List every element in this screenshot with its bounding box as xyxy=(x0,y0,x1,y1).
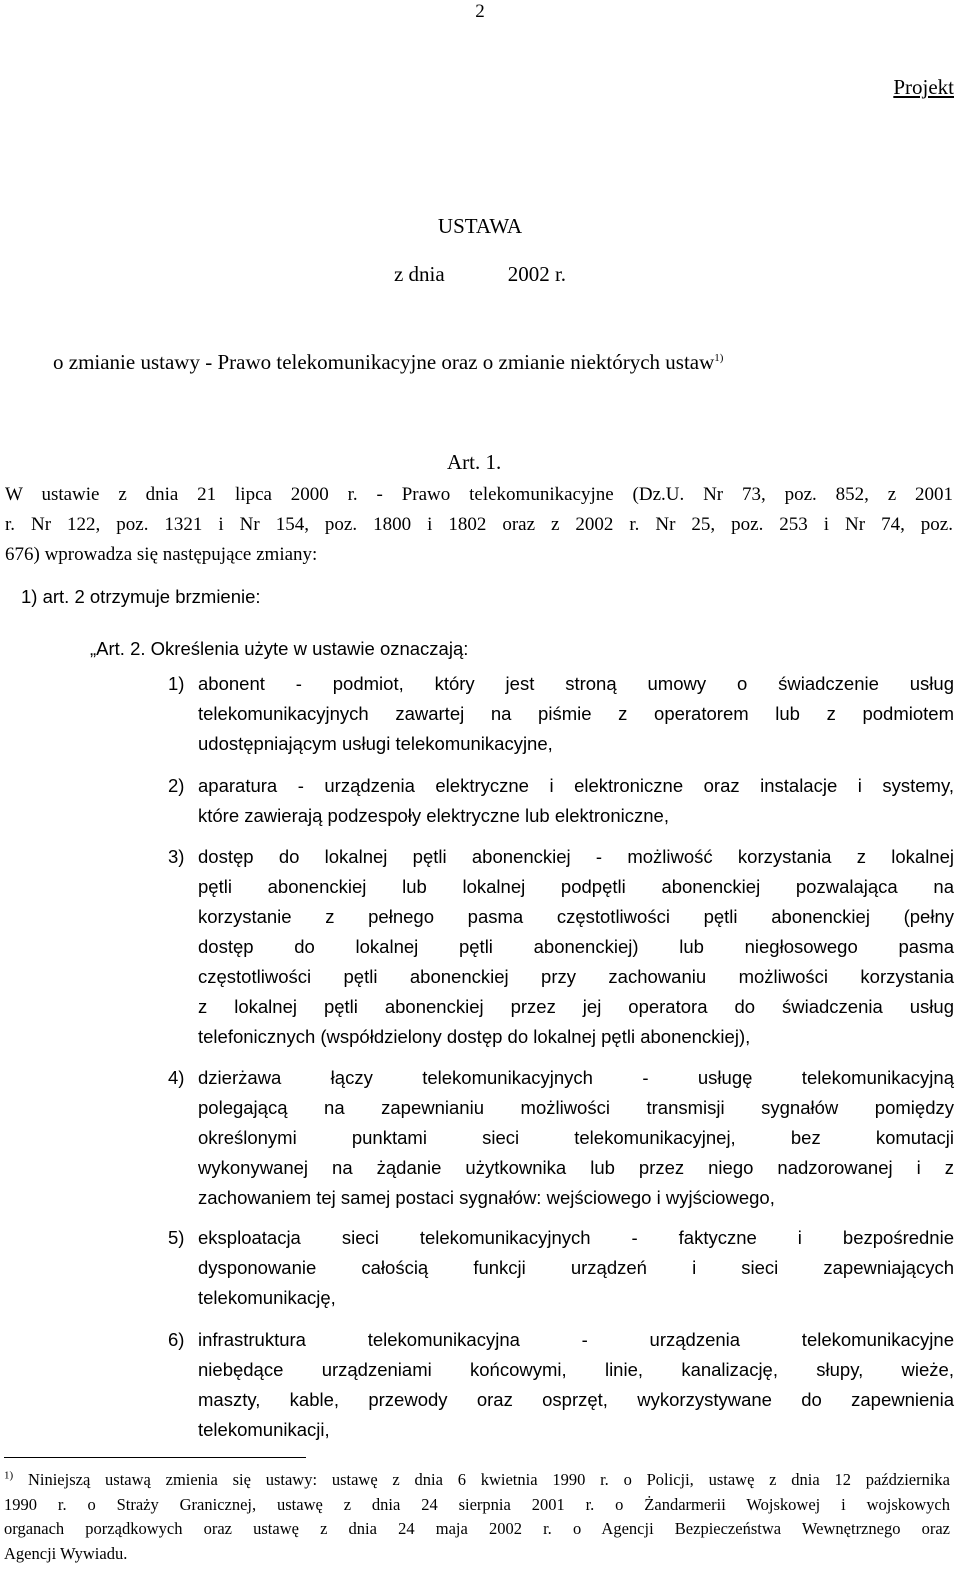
definition-line: maszty, kable, przewody oraz osprzęt, wykorzystywane do zapewnienia xyxy=(198,1389,954,1410)
definition-line: z lokalnej pętli abonenckiej przez jej operatora do świadczenia usług xyxy=(198,996,954,1017)
definition-number: 5) xyxy=(168,1227,185,1248)
definition-line: infrastruktura telekomunikacyjna - urządzenia telekomunikacyjne xyxy=(198,1329,954,1350)
definition-line: dostęp do lokalnej pętli abonenckiej) lub niegłosowego pasma xyxy=(198,936,954,957)
definition-line: określonymi punktami sieci telekomunikacyjnej, bez komutacji xyxy=(198,1127,954,1148)
definition-item xyxy=(168,1325,954,1445)
footnote-line: Agencji Wywiadu. xyxy=(4,1543,128,1563)
definition-line: korzystanie z pełnego pasma częstotliwości pętli abonenckiej (pełny xyxy=(198,906,954,927)
intro-line: W ustawie z dnia 21 lipca 2000 r. - Prawo telekomunikacyjne (Dz.U. Nr 73, poz. 852, z 2001 xyxy=(5,484,953,505)
definition-line: pętli abonenckiej lub lokalnej podpętli abonenckiej pozwalająca na xyxy=(198,876,954,897)
intro-paragraph xyxy=(5,480,953,570)
definition-line: telekomunikacji, xyxy=(198,1419,330,1440)
intro-line: r. Nr 122, poz. 1321 i Nr 154, poz. 1800 i 1802 oraz z 2002 r. Nr 25, poz. 253 i Nr 74, poz. xyxy=(5,514,953,535)
definition-line: udostępniającym usługi telekomunikacyjne, xyxy=(198,733,553,754)
definition-number: 3) xyxy=(168,846,185,867)
definition-line: wykonywanej na żądanie użytkownika lub przez niego nadzorowanej i z xyxy=(198,1157,954,1178)
definition-line: dzierżawa łączy telekomunikacyjnych - usługę telekomunikacyjną xyxy=(198,1067,954,1088)
definition-item xyxy=(168,669,954,759)
subtitle-text: o zmianie ustawy - Prawo telekomunikacyjne oraz o zmianie niektórych ustaw xyxy=(53,350,715,374)
definition-number: 6) xyxy=(168,1329,185,1350)
definition-line: częstotliwości pętli abonenckiej przy zachowaniu możliwości korzystania xyxy=(198,966,954,987)
definition-number: 4) xyxy=(168,1067,185,1088)
footnote xyxy=(4,1468,950,1566)
definition-line: aparatura - urządzenia elektryczne i elektroniczne oraz instalacje i systemy, xyxy=(198,775,954,796)
document-title: USTAWA xyxy=(437,214,523,238)
footnote-line xyxy=(4,1468,950,1493)
definition-number: 1) xyxy=(168,673,185,694)
definition-line: telekomunikację, xyxy=(198,1287,336,1308)
definition-item xyxy=(168,1063,954,1213)
definition-line: które zawierają podzespoły elektryczne lub elektroniczne, xyxy=(198,805,669,826)
definition-line: zachowaniem tej samej postaci sygnałów: wejściowego i wyjściowego, xyxy=(198,1187,775,1208)
definition-item xyxy=(168,1223,954,1313)
intro-line: 676) wprowadza się następujące zmiany: xyxy=(5,544,318,565)
definition-line: telefonicznych (współdzielony dostęp do lokalnej pętli abonenckiej), xyxy=(198,1026,751,1047)
definition-line: polegającą na zapewnianiu możliwości transmisji sygnałów pomiędzy xyxy=(198,1097,954,1118)
change-item-1: 1) art. 2 otrzymuje brzmienie: xyxy=(21,586,261,607)
definition-line: telekomunikacyjnych zawartej na piśmie z operatorem lub z podmiotem xyxy=(198,703,954,724)
footnote-line: 1990 r. o Straży Granicznej, ustawę z dnia 24 sierpnia 2001 r. o Żandarmerii Wojskowej i wojskowych xyxy=(4,1494,950,1514)
footnote-line: organach porządkowych oraz ustawę z dnia 24 maja 2002 r. o Agencji Bezpieczeństwa Wewnętrznego oraz xyxy=(4,1519,950,1538)
subtitle-footnote-ref: 1) xyxy=(714,352,724,364)
footnote-marker: 1) xyxy=(4,1469,14,1482)
definition-line: dysponowanie całością funkcji urządzeń i sieci zapewniających xyxy=(198,1257,954,1278)
definition-line: abonent - podmiot, który jest stroną umowy o świadczenie usług xyxy=(198,673,954,694)
footnote-separator xyxy=(4,1457,306,1458)
definition-number: 2) xyxy=(168,775,185,796)
art2-lead: „Art. 2. Określenia użyte w ustawie oznaczają: xyxy=(90,638,469,659)
definition-line: dostęp do lokalnej pętli abonenckiej - możliwość korzystania z lokalnej xyxy=(198,846,954,867)
definition-line: niebędące urządzeniami końcowymi, linie, kanalizację, słupy, wieże, xyxy=(198,1359,954,1380)
definition-line: eksploatacja sieci telekomunikacyjnych - faktyczne i bezpośrednie xyxy=(198,1227,954,1248)
document-subtitle xyxy=(53,350,723,375)
definition-item xyxy=(168,771,954,831)
footnote-text: Niniejszą ustawą zmienia się ustawy: ustawę z dnia 6 kwietnia 1990 r. o Policji, ustawę z dnia 12 października xyxy=(27,1470,951,1489)
article-heading: Art. 1. xyxy=(447,450,502,474)
definition-item xyxy=(168,842,954,1052)
projekt-label: Projekt xyxy=(893,75,954,99)
date-line: z dnia 2002 r. xyxy=(393,262,567,286)
page-number: 2 xyxy=(475,1,485,22)
